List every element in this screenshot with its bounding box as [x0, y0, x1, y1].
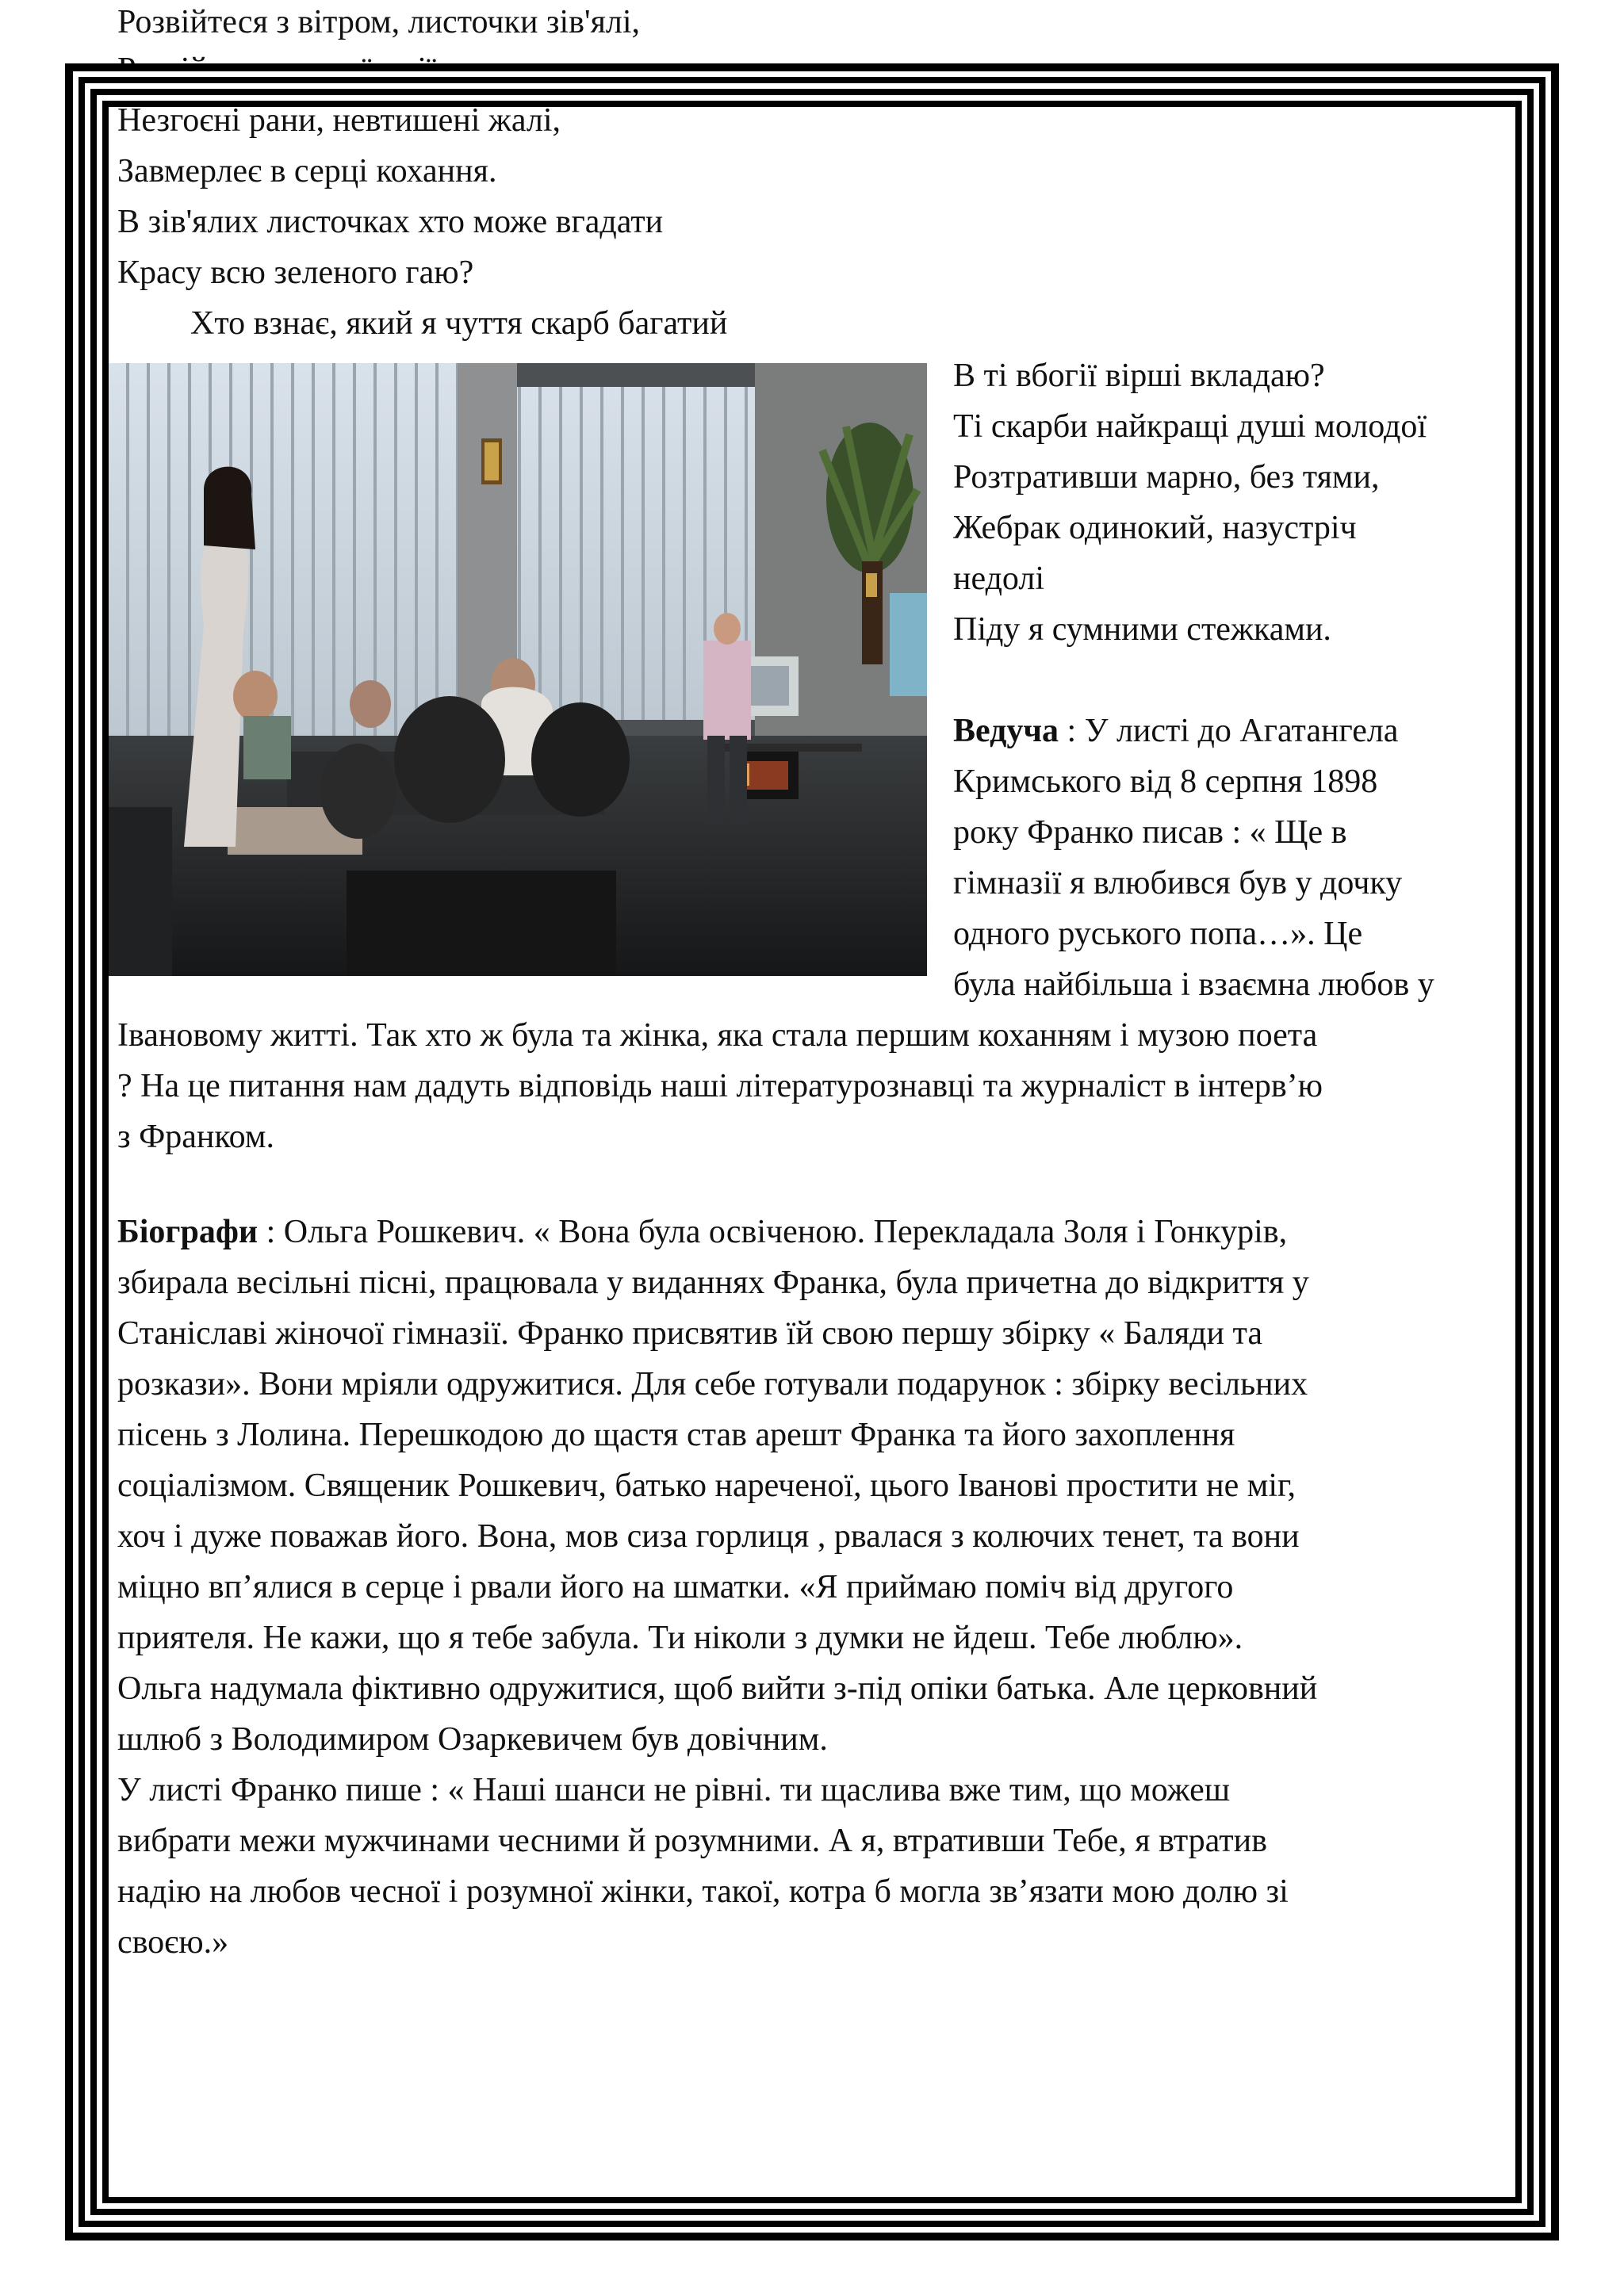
host-line: з Франком.: [117, 1119, 274, 1155]
host-label: Ведуча: [953, 713, 1059, 749]
poem-line: недолі: [953, 561, 1045, 597]
host-line: була найбільша і взаємна любов у: [953, 966, 1434, 1003]
biographers-line: розкази». Вони мріяли одружитися. Для себе готували подарунок : збірку весільних: [117, 1366, 1308, 1402]
poem-line: В зів'ялих листочках хто може вгадати: [117, 204, 664, 240]
paragraph-gap: [953, 655, 1532, 706]
biographers-line: Ольга надумала фіктивно одружитися, щоб вийти з-під опіки батька. Але церковний: [117, 1670, 1318, 1707]
host-line: гімназії я влюбився був у дочку: [953, 865, 1403, 901]
biographers-line: Станіславі жіночої гімназії. Франко присвятив їй свою першу збірку « Баляди та: [117, 1315, 1263, 1352]
poem-line: Завмерлеє в серці кохання.: [117, 153, 497, 189]
host-line: одного руського попа…». Це: [953, 916, 1363, 952]
poem-line: Красу всю зеленого гаю?: [117, 254, 474, 291]
biographers-line: пісень з Лолина. Перешкодою до щастя став арешт Франка та його захоплення: [117, 1417, 1235, 1453]
biographers-line: [117, 1207, 1505, 1257]
biographers-line: шлюб з Володимиром Озаркевичем був довічним.: [117, 1721, 828, 1758]
host-line: [953, 706, 1532, 756]
biographers-line: міцно вп’ялися в серце і рвали його на шматки. «Я приймаю поміч від другого: [117, 1569, 1234, 1605]
poem-line: Піду я сумними стежками.: [953, 611, 1331, 648]
poem-line: Хто взнає, який я чуття скарб багатий: [190, 305, 728, 342]
host-line: року Франко писав : « Ще в: [953, 814, 1347, 851]
biographers-label: Біографи: [117, 1214, 259, 1250]
host-line: ? На це питання нам дадуть відповідь наші літературознавці та журналіст в інтерв’ю: [117, 1068, 1323, 1104]
biographers-line: приятеля. Не кажи, що я тебе забула. Ти ніколи з думки не йдеш. Тебе люблю».: [117, 1620, 1243, 1656]
biographers-line: У листі Франко пише : « Наші шанси не рівні. ти щаслива вже тим, що можеш: [117, 1772, 1231, 1808]
poem-line: В ті вбогії вірші вкладаю?: [953, 358, 1325, 394]
biographers-line: своєю.»: [117, 1924, 229, 1961]
poem-line: Ті скарби найкращі душі молодої: [953, 408, 1427, 445]
poem-line: Розтративши марно, без тями,: [953, 459, 1380, 496]
side-text: [953, 350, 1532, 1010]
classroom-photo: [109, 363, 927, 976]
biographers-line: збирала весільні пісні, працювала у виданнях Франка, була причетна до відкриття у: [117, 1265, 1309, 1301]
poem-line: Жебрак одинокий, назустріч: [953, 510, 1357, 546]
biographers-text: : Ольга Рошкевич. « Вона була освіченою. Перекладала Золя і Гонкурів,: [258, 1214, 1288, 1250]
host-line: Івановому житті. Так хто ж була та жінка, яка стала першим коханням і музою поета: [117, 1017, 1318, 1054]
biographers-line: вибрати межи мужчинами чесними й розумними. А я, втративши Тебе, я втратив: [117, 1823, 1267, 1859]
host-text: : У листі до Агатангела: [1067, 713, 1399, 749]
above-frame-line-1: Розвійтеся з вітром, листочки зів'ялі,: [117, 4, 641, 40]
poem-line: Незгоєні рани, невтишені жалі,: [117, 102, 561, 139]
biographers-line: хоч і дуже поважав його. Вона, мов сиза горлиця , рвалася з колючих тенет, та вони: [117, 1518, 1300, 1555]
biographers-paragraph: [117, 1207, 1505, 1968]
host-paragraph-continued: [117, 1010, 1505, 1162]
host-line: Кримського від 8 серпня 1898: [953, 763, 1378, 800]
biographers-line: соціалізмом. Священик Рошкевич, батько нареченої, цього Іванові простити не міг,: [117, 1468, 1297, 1504]
biographers-line: надію на любов чесної і розумної жінки, такої, котра б могла зв’язати мою долю зі: [117, 1873, 1289, 1910]
poem-block: [117, 95, 1505, 349]
